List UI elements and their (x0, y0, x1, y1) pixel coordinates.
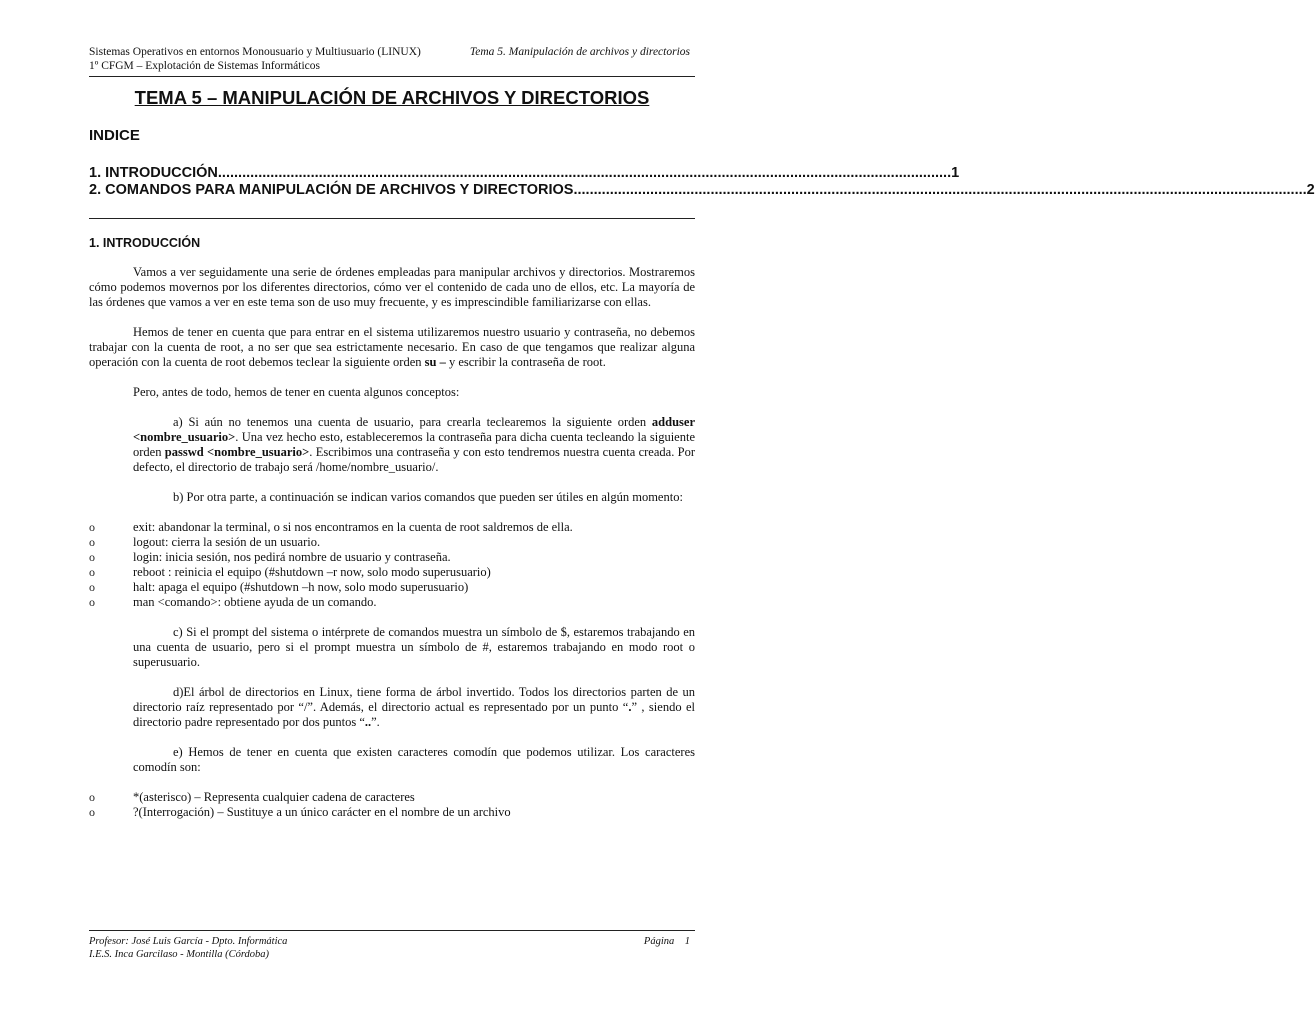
toc-divider (89, 218, 695, 219)
list-item (89, 550, 695, 565)
paragraph-b: b) Por otra parte, a continuación se indican varios comandos que pueden ser útiles en algún momento: (173, 490, 683, 504)
circle-bullet-icon: o (89, 595, 95, 609)
footer-teacher: Profesor: José Luis García - Dpto. Informática (89, 936, 288, 947)
text-span: . Escribimos una contraseña y con esto tendremos nuestra cuenta creada. Por defecto, el directorio de trabajo será /home/nombre_usuario/. (133, 445, 696, 474)
text-span: Hemos de tener en cuenta que para entrar en el sistema utilizaremos nuestro usuario y contraseña, no debemos trabajar con la cuenta de root, a no ser que sea estrictamente necesario. En caso de que tengamos que realizar alguna operación con la cuenta de root debemos teclear la siguiente orden (89, 325, 695, 369)
header-divider (89, 76, 695, 77)
index-heading: INDICE (89, 127, 140, 144)
circle-bullet-icon: o (89, 535, 95, 549)
paragraph-concepts: Pero, antes de todo, hemos de tener en cuenta algunos conceptos: (133, 385, 460, 399)
toc-entry-page: 1 (951, 165, 960, 181)
list-item-text: exit: abandonar la terminal, o si nos encontramos en la cuenta de root saldremos de ella. (133, 520, 573, 534)
page-number: Página 1 (643, 936, 690, 947)
text-span: ” , siendo el directorio padre representado por dos puntos “ (133, 700, 695, 729)
paragraph-d (89, 685, 695, 730)
wildcards-list (89, 790, 695, 820)
circle-bullet-icon: o (89, 805, 95, 819)
table-of-contents (89, 165, 1315, 199)
current-dir-symbol: . (628, 700, 632, 714)
paragraph-root-warning (89, 325, 695, 370)
section-heading: 1. INTRODUCCIÓN (89, 236, 201, 250)
list-item-text: login: inicia sesión, nos pedirá nombre de usuario y contraseña. (133, 550, 451, 564)
page-header (89, 45, 690, 73)
list-item (89, 565, 695, 580)
list-item-text: *(asterisco) – Representa cualquier cadena de caracteres (133, 790, 415, 804)
header-topic: Tema 5. Manipulación de archivos y directorios (469, 46, 690, 58)
command-passwd: passwd <nombre_usuario> (164, 445, 310, 459)
list-item (89, 580, 695, 595)
toc-entry-1[interactable] (89, 165, 960, 182)
toc-entry-label: 2. COMANDOS PARA MANIPULACIÓN DE ARCHIVOS Y DIRECTORIOS (89, 182, 574, 198)
text-span: . Una vez hecho esto, estableceremos la contraseña para dicha cuenta tecleando la siguiente orden (133, 430, 695, 459)
text-span: a) Si aún no tenemos una cuenta de usuario, para crearla teclearemos la siguiente orden (173, 415, 652, 429)
list-item (89, 520, 695, 535)
paragraph-c: c) Si el prompt del sistema o intérprete de comandos muestra un símbolo de $, estaremos trabajando en una cuenta de usuario, pero si el prompt muestra un símbolo de #, estaremos trabajando en modo root o superusuario. (133, 625, 695, 669)
text-span: d)El árbol de directorios en Linux, tiene forma de árbol invertido. Todos los directorios parten de un directorio raíz representado por “/”. Además, el directorio actual es representado por un punto “ (133, 685, 695, 714)
toc-entry-label: 1. INTRODUCCIÓN (89, 165, 218, 181)
circle-bullet-icon: o (89, 520, 95, 534)
list-item-text: ?(Interrogación) – Sustituye a un único carácter en el nombre de un archivo (133, 805, 511, 819)
list-item-text: man <comando>: obtiene ayuda de un comando. (133, 595, 377, 609)
paragraph-intro: Vamos a ver seguidamente una serie de órdenes empleadas para manipular archivos y directorios. Mostraremos cómo podemos movernos por los diferentes directorios, cómo ver el contenido de cada uno de ellos, etc. La mayoría de las órdenes que vamos a ver en este tema son de uso muy frecuente, y es imprescindible familiarizarse con ellas. (89, 265, 695, 309)
command-adduser: adduser <nombre_usuario> (133, 415, 695, 444)
page-footer (89, 935, 690, 961)
header-course: Sistemas Operativos en entornos Monousuario y Multiusuario (LINUX) (89, 46, 421, 58)
toc-entry-page: 2 (1306, 182, 1315, 198)
paragraph-a (89, 415, 695, 475)
command-su: su – (424, 355, 446, 369)
circle-bullet-icon: o (89, 790, 95, 804)
body-content (89, 265, 695, 820)
list-item (89, 535, 695, 550)
text-span: ”. (371, 715, 380, 729)
text-span: y escribir la contraseña de root. (445, 355, 606, 369)
list-item (89, 805, 695, 820)
list-item-text: reboot : reinicia el equipo (#shutdown –r now, solo modo superusuario) (133, 565, 491, 579)
list-item (89, 595, 695, 610)
list-item-text: logout: cierra la sesión de un usuario. (133, 535, 321, 549)
list-item (89, 790, 695, 805)
list-item-text: halt: apaga el equipo (#shutdown –h now, solo modo superusuario) (133, 580, 469, 594)
parent-dir-symbol: .. (364, 715, 372, 729)
header-cycle: 1º CFGM – Explotación de Sistemas Informáticos (89, 60, 320, 72)
toc-entry-2[interactable] (89, 182, 1315, 199)
footer-divider (89, 930, 695, 931)
toc-leader: ...................................................................................................................................................................................... (573, 182, 1307, 198)
circle-bullet-icon: o (89, 550, 95, 564)
page-title: TEMA 5 – MANIPULACIÓN DE ARCHIVOS Y DIRECTORIOS (134, 87, 650, 108)
paragraph-e: e) Hemos de tener en cuenta que existen caracteres comodín que podemos utilizar. Los caracteres comodín son: (133, 745, 695, 774)
commands-list (89, 520, 695, 610)
circle-bullet-icon: o (89, 565, 95, 579)
circle-bullet-icon: o (89, 580, 95, 594)
toc-leader: ...................................................................................................................................................................................... (217, 165, 952, 181)
footer-school: I.E.S. Inca Garcilaso - Montilla (Córdoba) (89, 949, 270, 960)
